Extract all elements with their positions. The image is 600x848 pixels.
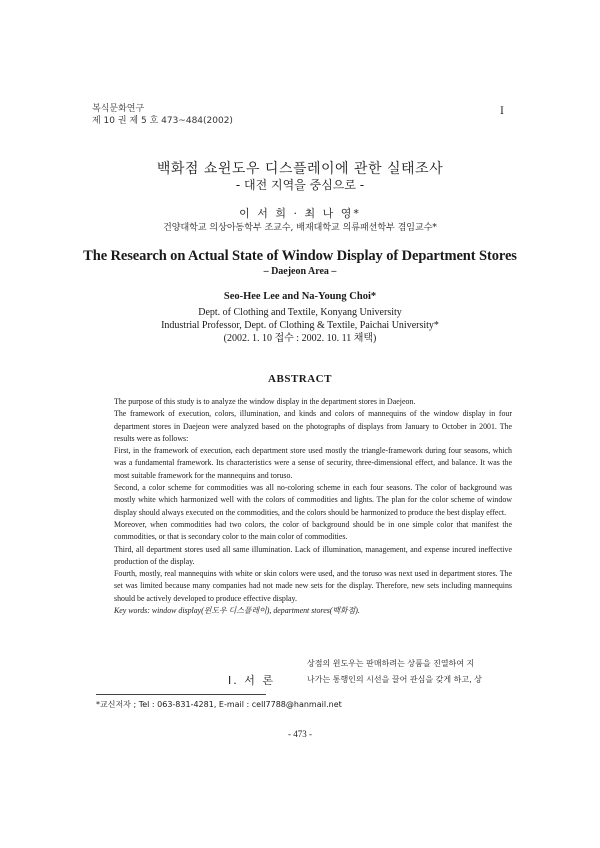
korean-title: 백화점 쇼윈도우 디스플레이에 관한 실태조사: [156, 161, 444, 177]
abstract-heading: ABSTRACT: [268, 373, 332, 385]
section-intro-text: [307, 656, 527, 688]
korean-subtitle: - 대전 지역을 중심으로 -: [235, 178, 365, 192]
footnote: *교신저자 ; Tel : 063-831-4281, E-mail : cell7788@hanmail.net: [96, 700, 342, 709]
submission-dates: (2002. 1. 10 접수 : 2002. 10. 11 채택): [223, 333, 377, 344]
roman-page-marker: I: [500, 106, 504, 117]
abstract-paragraph: The framework of execution, colors, illumination, and kinds and colors of mannequins of the window display in four department stores in Daejeon were analyzed based on the photographs of displays from January to October in 2001. The results were as follows:: [114, 409, 512, 443]
abstract-paragraph: Second, a color scheme for commodities was all no-coloring scheme in each four seasons. The color of background was mostly white which harmonized well with the colors of commodities and lights. The plan for the color scheme of window display should always executed on the commodities, and the colors should be harmonized to produce the best display effect.: [114, 483, 512, 517]
keywords: Key words: window display(윈도우 디스플레이), department stores(백화점).: [114, 606, 360, 616]
intro-line: 나가는 통행인의 시선을 끌어 관심을 갖게 하고, 상: [307, 675, 482, 684]
english-title: The Research on Actual State of Window Display of Department Stores: [83, 248, 517, 264]
korean-affiliation: 건양대학교 의상아동학부 조교수, 배재대학교 의류패션학부 겸임교수*: [163, 223, 437, 233]
abstract-paragraph: Fourth, mostly, real mannequins with white or skin colors were used, and the toruso was next used in department stores. The set was limited because many companies had not made new sets for the display. Therefore, new sets including mannequins should be actively developed to produce effective display.: [114, 569, 512, 603]
abstract-paragraph: Moreover, when commodities had two colors, the color of background should be in one simple color that manifest the commodities, or that is secondary color to the main color of commodities.: [114, 519, 512, 542]
english-affiliation-2: Industrial Professor, Dept. of Clothing & Textile, Paichai University*: [161, 320, 439, 331]
abstract-paragraph: First, in the framework of execution, each department store used mostly the triangle-framework during four seasons, which was a fundamental framework. Its characteristics were a sense of security, three-dimensional effect, and balance. It was the most suitable framework for the mannequins and toruso.: [114, 446, 512, 480]
abstract-paragraph: Third, all department stores used all same illumination. Lack of illumination, management, and expense incured ineffective production of the display.: [114, 544, 512, 566]
page-number: - 473 -: [288, 729, 312, 739]
journal-name: 복식문화연구: [92, 104, 145, 114]
english-affiliation-1: Dept. of Clothing and Textile, Konyang University: [198, 307, 402, 318]
running-header: [92, 103, 233, 127]
english-subtitle: – Daejeon Area –: [263, 266, 337, 277]
english-authors: Seo-Hee Lee and Na-Young Choi*: [223, 291, 377, 302]
intro-line: 상점의 윈도우는 판매하려는 상품을 진열하여 지: [307, 659, 475, 668]
section-title: I. 서 론: [228, 674, 275, 687]
abstract-body: [114, 396, 512, 617]
korean-authors: 이 서 희 · 최 나 영*: [239, 207, 361, 220]
footnote-divider: [96, 694, 266, 695]
journal-volume: 제 10 권 제 5 호 473~484(2002): [92, 116, 233, 126]
abstract-paragraph: The purpose of this study is to analyze the window display in the department stores in Daejeon.: [114, 397, 416, 406]
